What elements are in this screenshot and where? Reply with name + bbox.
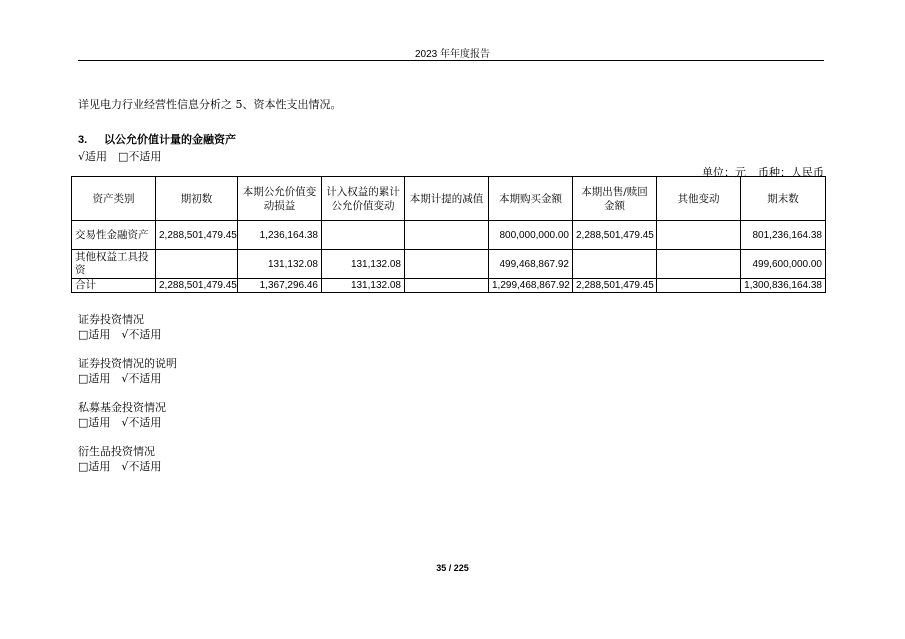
table-cell: 131,132.08 — [238, 250, 322, 279]
table-cell: 499,600,000.00 — [741, 250, 826, 279]
table-row-total — [72, 279, 826, 293]
col-header-fv-change: 本期公允价值变动损益 — [238, 177, 322, 221]
table-cell — [657, 250, 741, 279]
table-cell — [657, 221, 741, 250]
col-header-sale: 本期出售/赎回金额 — [573, 177, 657, 221]
private-fund-applicability: □适用 √不适用 — [78, 416, 162, 429]
table-cell: 1,300,836,164.38 — [741, 279, 826, 293]
derivatives-applicability: □适用 √不适用 — [78, 460, 162, 473]
table-cell: 1,367,296.46 — [238, 279, 322, 293]
section-3-heading — [78, 131, 236, 147]
securities-investment-applicability: □适用 √不适用 — [78, 328, 162, 341]
section-number: 3. — [78, 134, 88, 146]
col-header-purchase: 本期购买金额 — [489, 177, 573, 221]
header-divider — [78, 60, 824, 61]
table-cell — [573, 250, 657, 279]
securities-investment-title: 证券投资情况 — [78, 313, 144, 326]
col-header-closing: 期末数 — [741, 177, 826, 221]
table-cell: 交易性金融资产 — [72, 221, 156, 250]
table-cell: 2,288,501,479.45 — [156, 221, 238, 250]
section-title: 以公允价值计量的金融资产 — [104, 133, 236, 146]
table-cell — [657, 279, 741, 293]
securities-investment-note-title: 证券投资情况的说明 — [78, 357, 177, 370]
col-header-opening: 期初数 — [156, 177, 238, 221]
table-cell: 1,299,468,867.92 — [489, 279, 573, 293]
intro-paragraph: 详见电力行业经营性信息分析之 5、资本性支出情况。 — [78, 98, 342, 111]
table-cell — [405, 279, 489, 293]
table-cell: 2,288,501,479.45 — [156, 279, 238, 293]
private-fund-title: 私募基金投资情况 — [78, 401, 166, 414]
table-cell: 801,236,164.38 — [741, 221, 826, 250]
col-header-asset-category: 资产类别 — [72, 177, 156, 221]
col-header-impairment: 本期计提的减值 — [405, 177, 489, 221]
derivatives-title: 衍生品投资情况 — [78, 445, 155, 458]
table-cell: 其他权益工具投资 — [72, 250, 156, 279]
table-cell — [322, 221, 405, 250]
table-cell: 2,288,501,479.45 — [573, 279, 657, 293]
table-header-row — [72, 177, 826, 221]
table-cell — [405, 250, 489, 279]
section-3-applicability: √适用 □不适用 — [78, 150, 162, 163]
currency-label: 币种：人民币 — [758, 166, 824, 179]
table-cell — [405, 221, 489, 250]
securities-investment-note-applicability: □适用 √不适用 — [78, 372, 162, 385]
table-cell: 合计 — [72, 279, 156, 293]
table-cell: 1,236,164.38 — [238, 221, 322, 250]
col-header-other: 其他变动 — [657, 177, 741, 221]
table-row — [72, 221, 826, 250]
col-header-equity-fv-change: 计入权益的累计公允价值变动 — [322, 177, 405, 221]
report-header-title: 2023 年年度报告 — [414, 49, 491, 60]
unit-label: 单位：元 — [702, 166, 746, 179]
table-cell: 131,132.08 — [322, 250, 405, 279]
table-cell: 2,288,501,479.45 — [573, 221, 657, 250]
table-cell — [156, 250, 238, 279]
table-cell: 131,132.08 — [322, 279, 405, 293]
table-row — [72, 250, 826, 279]
page-number: 35 / 225 — [436, 563, 469, 573]
fair-value-assets-table — [71, 176, 826, 293]
table-cell: 499,468,867.92 — [489, 250, 573, 279]
table-cell: 800,000,000.00 — [489, 221, 573, 250]
